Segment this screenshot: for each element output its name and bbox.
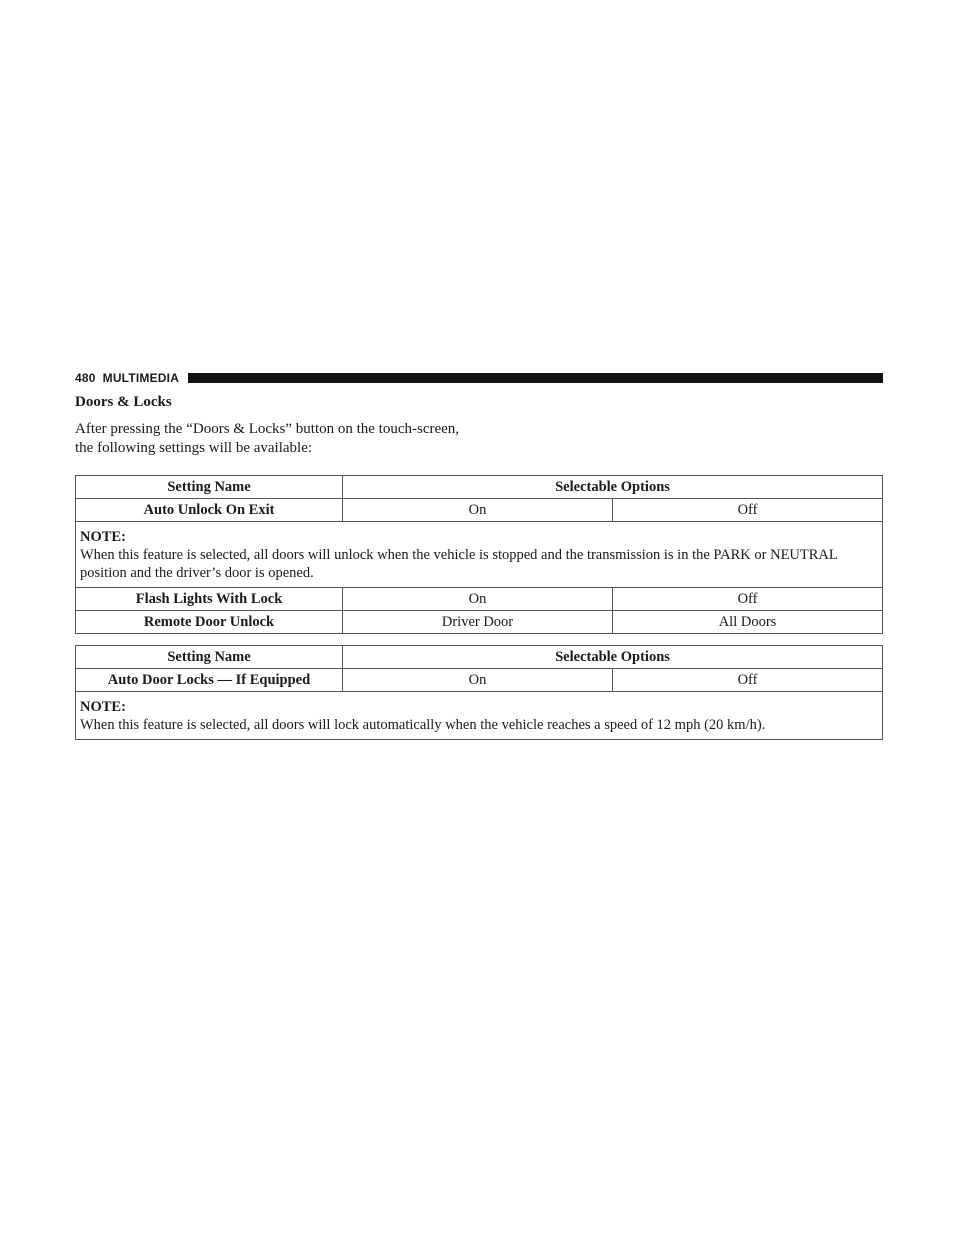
note-row xyxy=(76,692,883,740)
note-text: When this feature is selected, all doors will lock automatically when the vehicle reaches a speed of 12 mph (20 km/h). xyxy=(80,717,766,733)
option-value: Off xyxy=(613,588,883,611)
header-setting-name: Setting Name xyxy=(76,646,343,669)
option-value: On xyxy=(343,499,613,522)
option-value: Off xyxy=(613,669,883,692)
table-header-row xyxy=(76,646,883,669)
section-heading: Doors & Locks xyxy=(75,394,172,410)
table-row xyxy=(76,669,883,692)
table-row xyxy=(76,499,883,522)
setting-name: Flash Lights With Lock xyxy=(76,588,343,611)
option-value: On xyxy=(343,669,613,692)
note-cell xyxy=(76,522,883,588)
intro-paragraph: After pressing the “Doors & Locks” button on the touch-screen, the following settings will be available: xyxy=(75,421,460,456)
option-value: On xyxy=(343,588,613,611)
note-cell xyxy=(76,692,883,740)
option-value: Driver Door xyxy=(343,611,613,634)
page-number: 480 xyxy=(75,371,96,385)
setting-name: Auto Unlock On Exit xyxy=(76,499,343,522)
note-text: When this feature is selected, all doors will unlock when the vehicle is stopped and the transmission is in the PARK or NEUTRAL position and the driver’s door is opened. xyxy=(80,547,838,581)
note-label: NOTE: xyxy=(80,529,126,545)
page-header xyxy=(75,371,883,385)
note-label: NOTE: xyxy=(80,699,126,715)
settings-table-1 xyxy=(75,475,883,634)
section-title: MULTIMEDIA xyxy=(102,371,180,385)
table-row xyxy=(76,611,883,634)
table-row xyxy=(76,588,883,611)
header-selectable-options: Selectable Options xyxy=(343,646,883,669)
option-value: Off xyxy=(613,499,883,522)
setting-name: Auto Door Locks — If Equipped xyxy=(76,669,343,692)
option-value: All Doors xyxy=(613,611,883,634)
note-row xyxy=(76,522,883,588)
setting-name: Remote Door Unlock xyxy=(76,611,343,634)
settings-table-2 xyxy=(75,645,883,740)
header-setting-name: Setting Name xyxy=(76,476,343,499)
table-header-row xyxy=(76,476,883,499)
header-rule xyxy=(188,373,883,383)
header-selectable-options: Selectable Options xyxy=(343,476,883,499)
